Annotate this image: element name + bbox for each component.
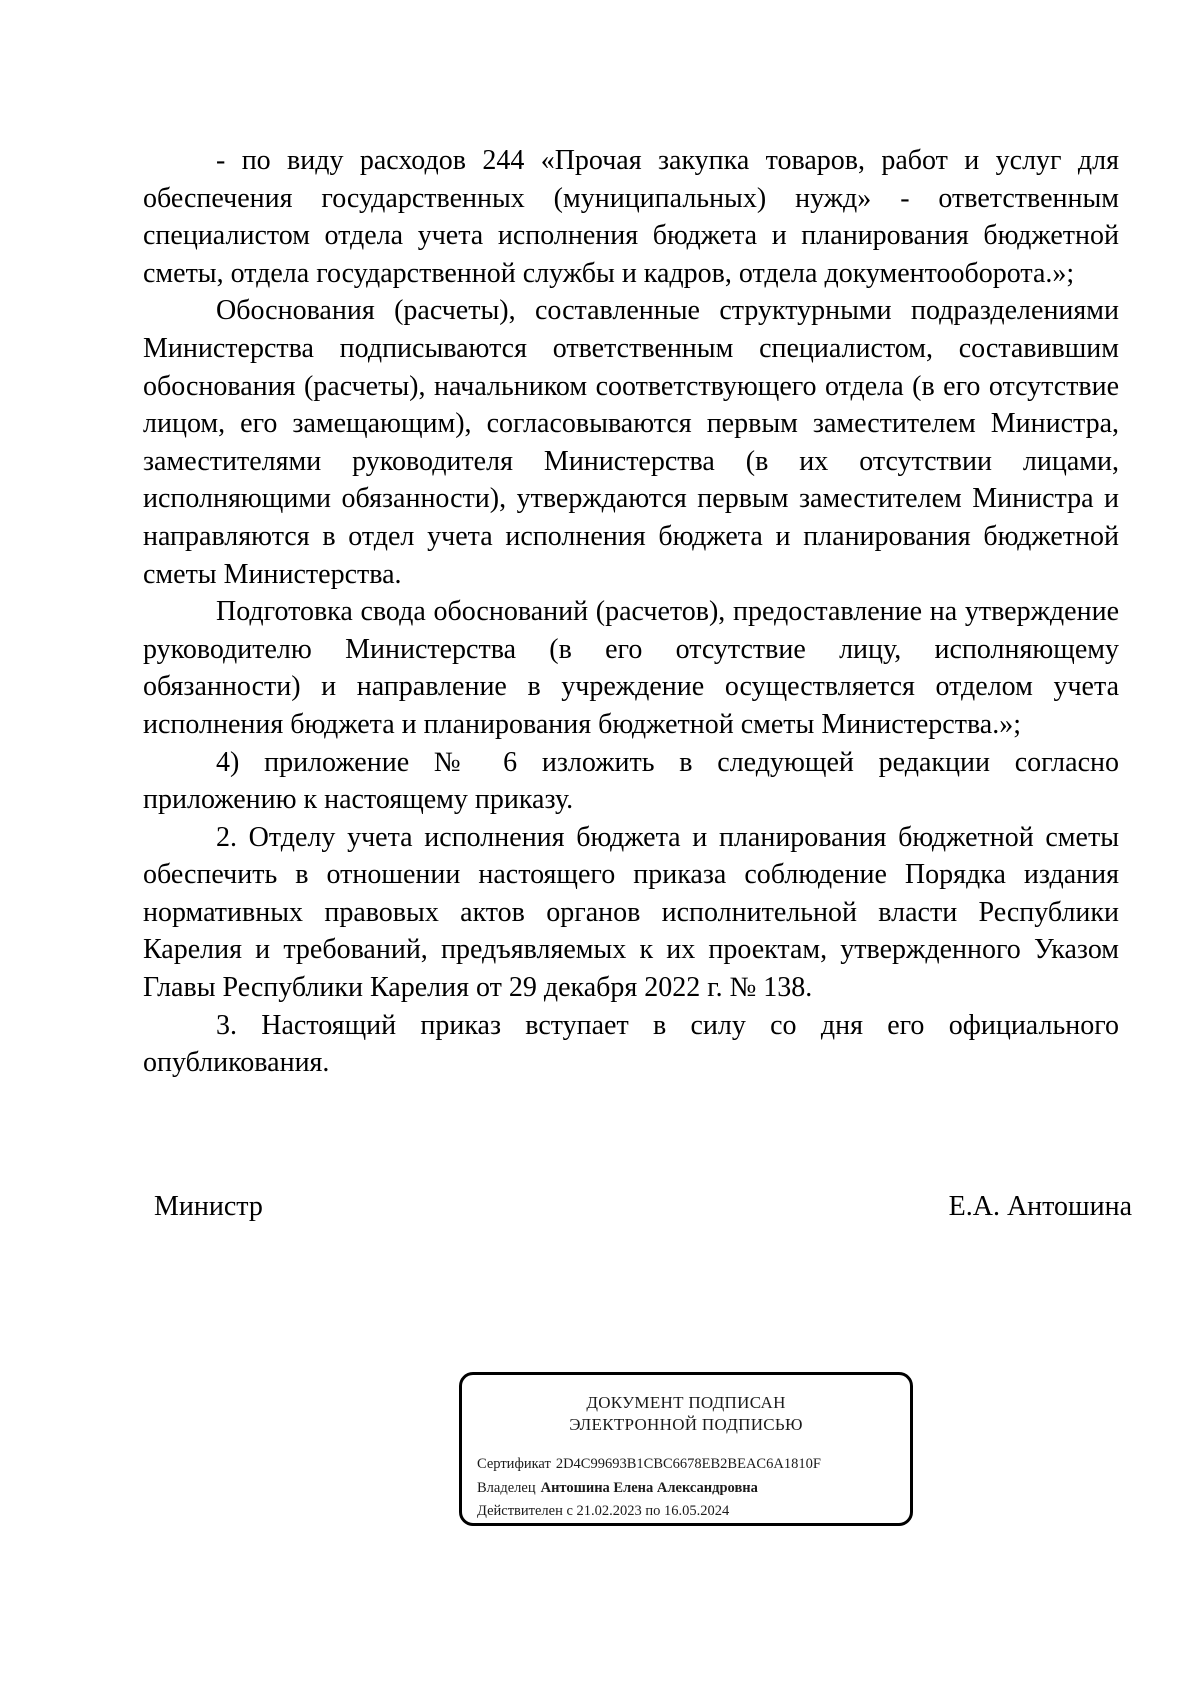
stamp-certificate-value: 2D4C99693B1CBC6678EB2BEAC6A1810F (555, 1456, 821, 1472)
stamp-owner (477, 1479, 758, 1498)
paragraph-justifications-signing: Обоснования (расчеты), составленные структурными подразделениями Министерства подписываются ответственным специалистом, составившим обоснования (расчеты), начальником соответствующего отдела (в его отсутствие лицом, его замещающим), согласовываются первым заместителем Министра, заместителями руководителя Министерства (в их отсутствии лицами, исполняющими обязанности), утверждаются первым заместителем Министра и направляются в отдел учета исполнения бюджета и планирования бюджетной сметы Министерства. (143, 295, 1119, 590)
paragraph-appendix-6: 4) приложение № 6 изложить в следующей редакции согласно приложению к настоящему приказу. (143, 746, 1119, 816)
stamp-title-line2: ЭЛЕКТРОННОЙ ПОДПИСЬЮ (569, 1415, 803, 1434)
paragraph-justifications-summary: Подготовка свода обоснований (расчетов), предоставление на утверждение руководителю Министерства (в его отсутствие лицу, исполняющему обязанности) и направление в учреждение осуществляется отделом учета исполнения бюджета и планирования бюджетной сметы Министерства.»; (143, 596, 1119, 740)
stamp-owner-label: Владелец (477, 1480, 536, 1496)
stamp-owner-value: Антошина Елена Александровна (540, 1480, 758, 1496)
document-body (143, 142, 1119, 1082)
paragraph-item-3: 3. Настоящий приказ вступает в силу со дня его официального опубликования. (143, 1009, 1119, 1079)
signatory-name: Е.А. Антошина (948, 1191, 1132, 1222)
stamp-validity: Действителен с 21.02.2023 по 16.05.2024 (477, 1503, 730, 1519)
stamp-certificate-label: Сертификат (477, 1456, 551, 1472)
stamp-title-line1: ДОКУМЕНТ ПОДПИСАН (586, 1393, 786, 1412)
stamp-certificate (477, 1455, 821, 1474)
signatory-position: Министр (154, 1191, 263, 1222)
electronic-signature-stamp (459, 1372, 913, 1526)
paragraph-item-2: 2. Отделу учета исполнения бюджета и планирования бюджетной сметы обеспечить в отношении настоящего приказа соблюдение Порядка издания нормативных правовых актов органов исполнительной власти Республики Карелия и требований, предъявляемых к их проектам, утвержденного Указом Главы Республики Карелия от 29 декабря 2022 г. № 138. (143, 821, 1119, 1004)
paragraph-expense-type-244: - по виду расходов 244 «Прочая закупка товаров, работ и услуг для обеспечения государственных (муниципальных) нужд» - ответственным специалистом отдела учета исполнения бюджета и планирования бюджетной сметы, отдела государственной службы и кадров, отдела документооборота.»; (143, 145, 1119, 289)
